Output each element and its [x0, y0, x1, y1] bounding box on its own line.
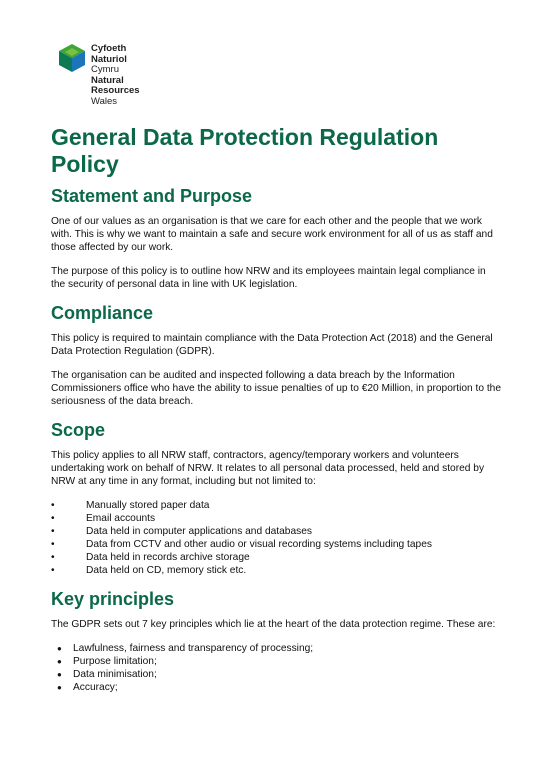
- list-item: • Data from CCTV and other audio or visual recording systems including tapes: [51, 538, 501, 551]
- nrw-logo: [57, 44, 157, 106]
- list-item: ● Lawfulness, fairness and transparency of processing;: [51, 642, 501, 655]
- paragraph: The purpose of this policy is to outline how NRW and its employees maintain legal compliance in the security of personal data in line with UK legislation.: [51, 266, 486, 290]
- principles-list: [51, 642, 501, 694]
- paragraph: This policy is required to maintain compliance with the Data Protection Act (2018) and the General Data Protection Regulation (GDPR).: [51, 333, 493, 357]
- logo-line: Cyfoeth: [91, 43, 127, 54]
- list-item: ● Purpose limitation;: [51, 655, 501, 668]
- paragraph: The organisation can be audited and inspected following a data breach by the Information Commissioners office who have the ability to issue penalties of up to €20 Million, in proportion to the seriousness of the data breach.: [51, 370, 502, 407]
- paragraph: This policy applies to all NRW staff, contractors, agency/temporary workers and volunteers undertaking work on behalf of NRW. It relates to all personal data processed, held and stored by NRW at any time in any format, including but not limited to:: [51, 450, 485, 487]
- paragraph: The GDPR sets out 7 key principles which lie at the heart of the data protection regime. These are:: [51, 619, 496, 630]
- logo-line: Wales: [91, 95, 118, 107]
- document-body: [51, 124, 501, 694]
- logo-wordmark: [91, 44, 140, 107]
- logo-line: Naturiol: [91, 53, 127, 65]
- logo-line: Resources: [91, 85, 140, 96]
- page-title: General Data Protection Regulation Policy: [51, 124, 439, 177]
- section-heading-principles: Key principles: [51, 589, 175, 609]
- nrw-hexagon-logo-icon: [57, 44, 87, 72]
- list-item: • Data held in computer applications and databases: [51, 525, 501, 538]
- section-heading-statement: Statement and Purpose: [51, 186, 253, 206]
- logo-line: Natural: [91, 74, 124, 86]
- list-item: ● Accuracy;: [51, 681, 501, 694]
- list-item: • Data held in records archive storage: [51, 551, 501, 564]
- list-item: • Manually stored paper data: [51, 499, 501, 512]
- logo-line: Cymru: [91, 64, 119, 75]
- paragraph: One of our values as an organisation is that we care for each other and the people that we work with. This is why we want to maintain a safe and secure work environment for all of us as staff and those affected by our work.: [51, 216, 493, 253]
- section-heading-scope: Scope: [51, 420, 106, 440]
- section-heading-compliance: Compliance: [51, 303, 154, 323]
- list-item: • Email accounts: [51, 512, 501, 525]
- list-item: ● Data minimisation;: [51, 668, 501, 681]
- list-item: • Data held on CD, memory stick etc.: [51, 564, 501, 577]
- scope-list: [51, 499, 501, 577]
